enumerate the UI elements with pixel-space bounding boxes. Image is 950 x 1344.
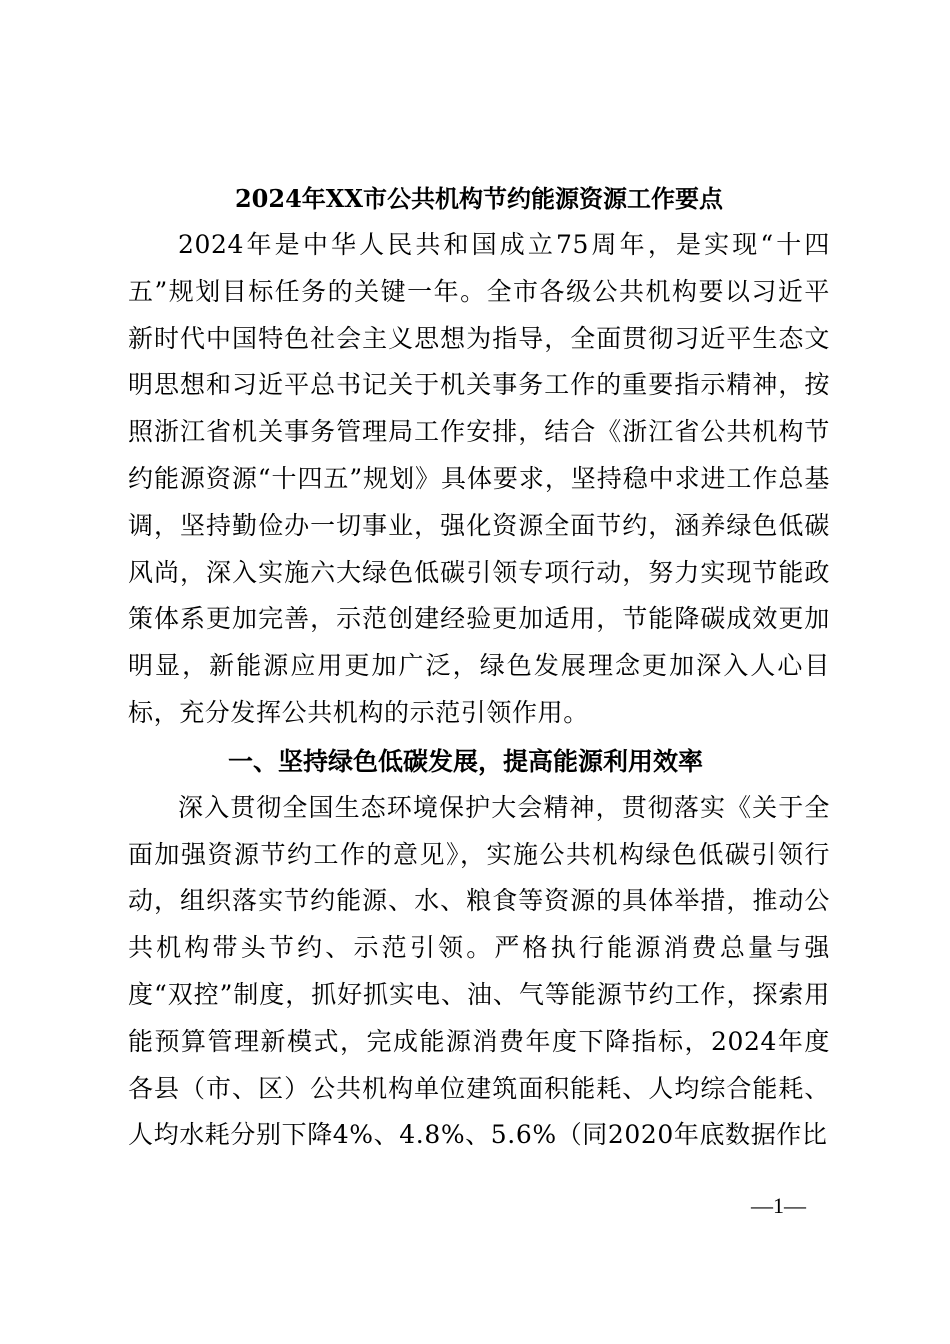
section-heading-1: 一、坚持绿色低碳发展，提高能源利用效率 bbox=[228, 746, 704, 776]
section-1-paragraph: 深入贯彻全国生态环境保护大会精神，贯彻落实《关于全面加强资源节约工作的意见》，实施公共机构绿色低碳引领行动，组织落实节约能源、水、粮食等资源的具体举措，推动公共机构带头节约、示范引领。严格执行能源消费总量与强度“双控”制度，抓好抓实电、油、气等能源节约工作，探索用能预算管理新模式，完成能源消费年度下降指标，2024年度各县（市、区）公共机构单位建筑面积能耗、人均综合能耗、人均水耗分别下降4%、4.8%、5.6%（同2020年底数据作比 bbox=[128, 792, 830, 1150]
document-title: 2024年XX市公共机构节约能源资源工作要点 bbox=[234, 184, 724, 213]
intro-paragraph: 2024年是中华人民共和国成立75周年，是实现“十四五”规划目标任务的关键一年。全市各级公共机构要以习近平新时代中国特色社会主义思想为指导，全面贯彻习近平生态文明思想和习近平总书记关于机关事务工作的重要指示精神，按照浙江省机关事务管理局工作安排，结合《浙江省公共机构节约能源资源“十四五”规划》具体要求，坚持稳中求进工作总基调，坚持勤俭办一切事业，强化资源全面节约，涵养绿色低碳风尚，深入实施六大绿色低碳引领专项行动，努力实现节能政策体系更加完善，示范创建经验更加适用，节能降碳成效更加明显，新能源应用更加广泛，绿色发展理念更加深入人心目标，充分发挥公共机构的示范引领作用。 bbox=[128, 230, 830, 727]
page-number: —1— bbox=[751, 1193, 806, 1218]
document-body bbox=[128, 176, 830, 1159]
